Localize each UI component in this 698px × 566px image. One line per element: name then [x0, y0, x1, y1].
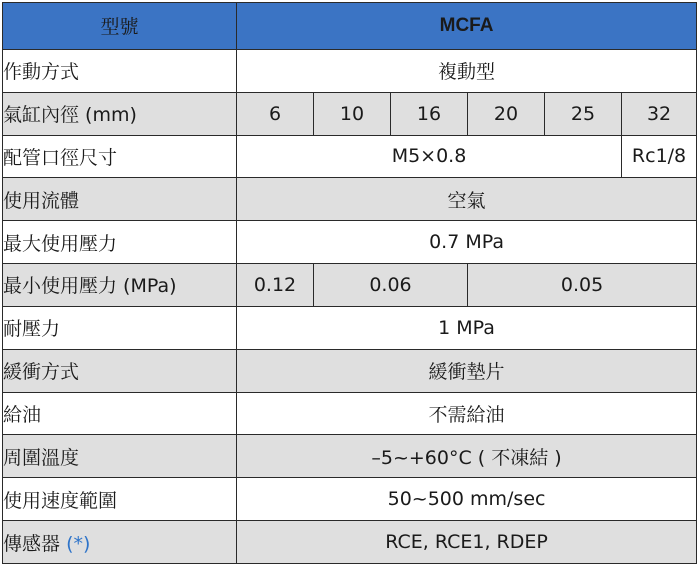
bore-value: 6 [237, 92, 314, 135]
speed-value: 50~500 mm/sec [237, 478, 697, 521]
sensor-label: 傳感器 [3, 532, 61, 555]
model-value: MCFA [237, 3, 697, 50]
speed-label: 使用速度範圍 [3, 478, 237, 521]
row-bore [3, 92, 697, 135]
action-value: 複動型 [237, 49, 697, 92]
bore-value: 16 [391, 92, 468, 135]
row-proof [3, 306, 697, 349]
bore-label: 氣缸內徑 (mm) [3, 92, 237, 135]
row-speed [3, 478, 697, 521]
sensor-label-cell [3, 521, 237, 564]
temp-value: –5~+60°C ( 不凍結 ) [237, 435, 697, 478]
row-temp [3, 435, 697, 478]
bore-value: 10 [314, 92, 391, 135]
lube-label: 給油 [3, 392, 237, 435]
row-lube [3, 392, 697, 435]
sensor-note-link[interactable]: (*) [66, 532, 91, 555]
proof-value: 1 MPa [237, 306, 697, 349]
row-cushion [3, 349, 697, 392]
min-pressure-value-1: 0.12 [237, 264, 314, 307]
port-label: 配管口徑尺寸 [3, 135, 237, 178]
lube-value: 不需給油 [237, 392, 697, 435]
min-pressure-value-3: 0.05 [468, 264, 697, 307]
header-row [3, 3, 697, 50]
cushion-value: 緩衝墊片 [237, 349, 697, 392]
max-pressure-label: 最大使用壓力 [3, 221, 237, 264]
bore-value: 25 [545, 92, 622, 135]
sensor-value: RCE, RCE1, RDEP [237, 521, 697, 564]
model-label: 型號 [3, 3, 237, 50]
row-fluid [3, 178, 697, 221]
bore-value: 20 [468, 92, 545, 135]
row-port [3, 135, 697, 178]
fluid-label: 使用流體 [3, 178, 237, 221]
row-sensor [3, 521, 697, 564]
cushion-label: 緩衝方式 [3, 349, 237, 392]
min-pressure-value-2: 0.06 [314, 264, 468, 307]
bore-value: 32 [622, 92, 697, 135]
port-value-last: Rc1/8 [622, 135, 697, 178]
row-max-pressure [3, 221, 697, 264]
fluid-value: 空氣 [237, 178, 697, 221]
spec-table [2, 2, 697, 564]
action-label: 作動方式 [3, 49, 237, 92]
proof-label: 耐壓力 [3, 306, 237, 349]
max-pressure-value: 0.7 MPa [237, 221, 697, 264]
min-pressure-label: 最小使用壓力 (MPa) [3, 264, 237, 307]
row-action [3, 49, 697, 92]
port-value-main: M5×0.8 [237, 135, 622, 178]
row-min-pressure [3, 264, 697, 307]
temp-label: 周圍溫度 [3, 435, 237, 478]
